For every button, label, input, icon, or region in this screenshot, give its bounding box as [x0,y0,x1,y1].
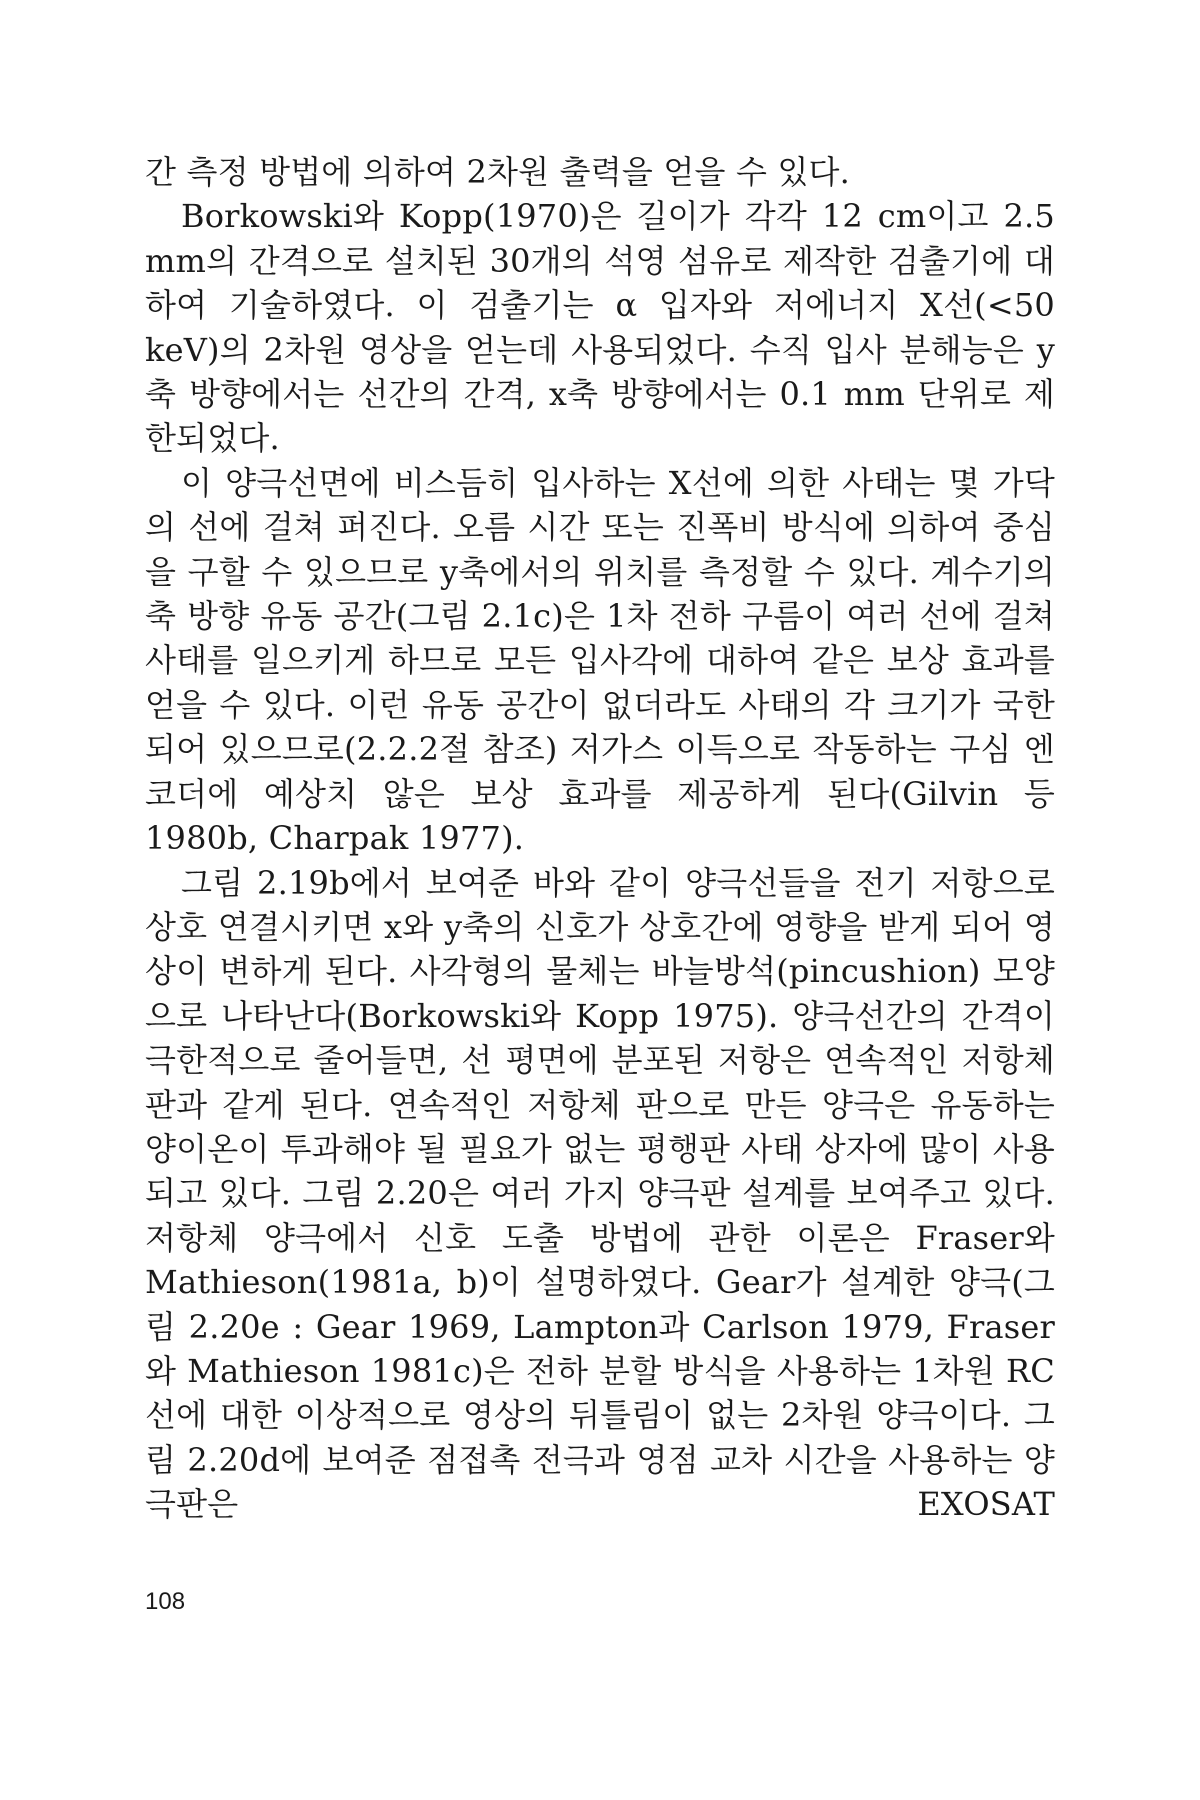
paragraph-borkowski-kopp: Borkowski와 Kopp(1970)은 길이가 각각 12 cm이고 2.5 mm의 간격으로 설치된 30개의 석영 섬유로 제작한 검출기에 대하여 기술하였다. 이 검출기는 α 입자와 저에너지 X선(<50 keV)의 2차원 영상을 얻는데 사용되었다. 수직 입사 분해능은 y축 방향에서는 선간의 간격, x축 방향에서는 0.1 mm 단위로 제한되었다. [145,197,1055,458]
page-body [145,150,1055,1527]
paragraph-resistive-anode: 그림 2.19b에서 보여준 바와 같이 양극선들을 전기 저항으로 상호 연결시키면 x와 y축의 신호가 상호간에 영향을 받게 되어 영상이 변하게 된다. 사각형의 물체는 바늘방석(pincushion) 모양으로 나타난다(Borkowski와 Kopp 1975). 양극선간의 간격이 극한적으로 줄어들면, 선 평면에 분포된 저항은 연속적인 저항체 판과 같게 된다. 연속적인 저항체 판으로 만든 양극은 유동하는 양이온이 투과해야 될 필요가 없는 평행판 사태 상자에 많이 사용되고 있다. 그림 2.20은 여러 가지 양극판 설계를 보여주고 있다. 저항체 양극에서 신호 도출 방법에 관한 이론은 Fraser와 Mathieson(1981a, b)이 설명하였다. Gear가 설계한 양극(그림 2.20e : Gear 1969, Lampton과 Carlson 1979, Fraser와 Mathieson 1981c)은 전하 분할 방식을 사용하는 1차원 RC선에 대한 이상적으로 영상의 뒤틀림이 없는 2차원 양극이다. 그림 2.20d에 보여준 점접촉 전극과 영점 교차 시간을 사용하는 양극판은 EXOSAT [145,863,1055,1524]
page-number: 108 [145,1588,186,1615]
paragraph-continued: 간 측정 방법에 의하여 2차원 출력을 얻을 수 있다. [145,153,851,191]
paragraph-oblique-incidence: 이 양극선면에 비스듬히 입사하는 X선에 의한 사태는 몇 가닥의 선에 걸쳐 퍼진다. 오름 시간 또는 진폭비 방식에 의하여 중심을 구할 수 있으므로 y축에서의 위치를 측정할 수 있다. 계수기의 축 방향 유동 공간(그림 2.1c)은 1차 전하 구름이 여러 선에 걸쳐 사태를 일으키게 하므로 모든 입사각에 대하여 같은 보상 효과를 얻을 수 있다. 이런 유동 공간이 없더라도 사태의 각 크기가 국한되어 있으므로(2.2.2절 참조) 저가스 이득으로 작동하는 구심 엔코더에 예상치 않은 보상 효과를 제공하게 된다(Gilvin 등 1980b, Charpak 1977). [145,463,1055,858]
